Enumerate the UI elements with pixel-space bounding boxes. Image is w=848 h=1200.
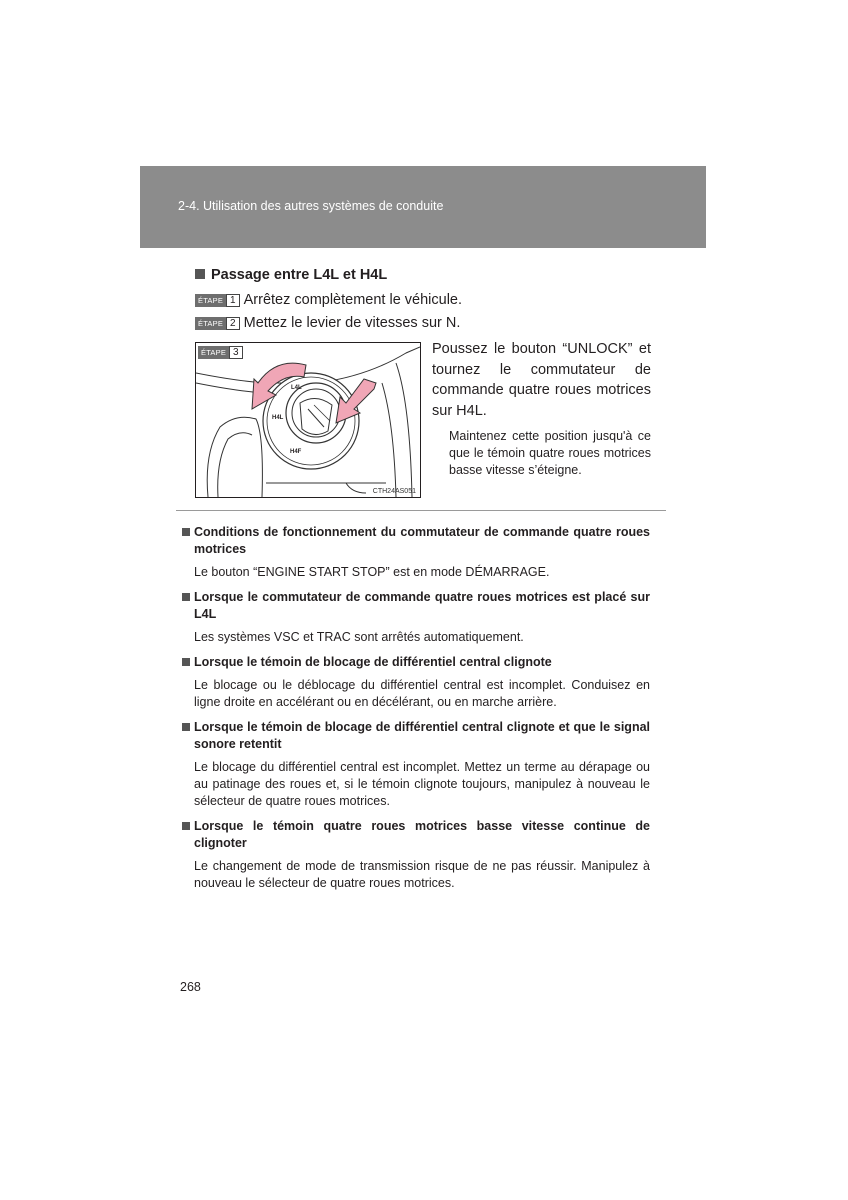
note-title-text: Lorsque le commutateur de commande quatre roues motrices est placé sur L4L [194, 590, 650, 621]
note-body: Le changement de mode de transmission risque de ne pas réussir. Manipulez à nouveau le sélecteur de quatre roues motrices. [194, 859, 650, 890]
knob-label-l4l: L4L [291, 385, 302, 391]
note-item [180, 818, 650, 892]
square-bullet-icon [195, 269, 205, 279]
note-body: Les systèmes VSC et TRAC sont arrêtés automatiquement. [194, 630, 524, 644]
step-tag [195, 317, 240, 330]
step-number: 1 [226, 294, 240, 307]
step-label: ÉTAPE [195, 317, 226, 330]
step-3-illustration [195, 342, 421, 498]
square-bullet-icon [182, 528, 190, 536]
note-title [180, 654, 650, 671]
step-text: Arrêtez complètement le véhicule. [243, 292, 463, 308]
note-title [180, 719, 650, 753]
knob-label-h4f: H4F [290, 449, 302, 455]
step-tag [198, 346, 243, 359]
chapter-title: 2-4. Utilisation des autres systèmes de conduite [178, 199, 444, 213]
note-title-text: Lorsque le témoin de blocage de différentiel central clignote [194, 655, 552, 669]
note-title [180, 818, 650, 852]
step-1 [195, 292, 462, 308]
figure-code: CTH24AS051 [372, 488, 416, 495]
step-label: ÉTAPE [195, 294, 226, 307]
note-item [180, 719, 650, 810]
note-body: Le blocage du différentiel central est incomplet. Mettez un terme au dérapage ou au patinage des roues et, si le témoin clignote toujours, manipulez à nouveau le sélecteur de quatre roues motrices. [194, 760, 650, 808]
divider [176, 510, 666, 511]
four-wheel-drive-switch-drawing [196, 343, 420, 497]
section-title [195, 267, 387, 283]
step-text: Mettez le levier de vitesses sur N. [243, 315, 461, 331]
note-item [180, 589, 650, 646]
square-bullet-icon [182, 658, 190, 666]
note-body: Le bouton “ENGINE START STOP” est en mode DÉMARRAGE. [194, 565, 550, 579]
note-item [180, 654, 650, 711]
square-bullet-icon [182, 723, 190, 731]
section-title-text: Passage entre L4L et H4L [211, 267, 388, 283]
knob-label-h4l: H4L [272, 415, 284, 421]
step-number: 3 [229, 346, 243, 359]
step-3-text: Poussez le bouton “UNLOCK” et tournez le commutateur de commande quatre roues motrices sur H4L. [432, 341, 651, 419]
step-label: ÉTAPE [198, 346, 229, 359]
note-title [180, 524, 650, 558]
note-title-text: Conditions de fonctionnement du commutateur de commande quatre roues motrices [194, 525, 650, 556]
chapter-header [140, 166, 706, 248]
note-title-text: Lorsque le témoin de blocage de différentiel central clignote et que le signal sonore retentit [194, 720, 650, 751]
page-number: 268 [180, 980, 201, 994]
note-body: Le blocage ou le déblocage du différentiel central est incomplet. Conduisez en ligne droite en accélérant ou en décélérant, ou en marche arrière. [194, 678, 650, 709]
step-2 [195, 315, 460, 331]
step-tag [195, 294, 240, 307]
step-3-note: Maintenez cette position jusqu'à ce que le témoin quatre roues motrices basse vitesse s’éteigne. [449, 429, 651, 477]
note-item [180, 524, 650, 581]
square-bullet-icon [182, 822, 190, 830]
step-number: 2 [226, 317, 240, 330]
notes-section [180, 524, 650, 900]
square-bullet-icon [182, 593, 190, 601]
note-title [180, 589, 650, 623]
note-title-text: Lorsque le témoin quatre roues motrices basse vitesse continue de clignoter [194, 819, 650, 850]
